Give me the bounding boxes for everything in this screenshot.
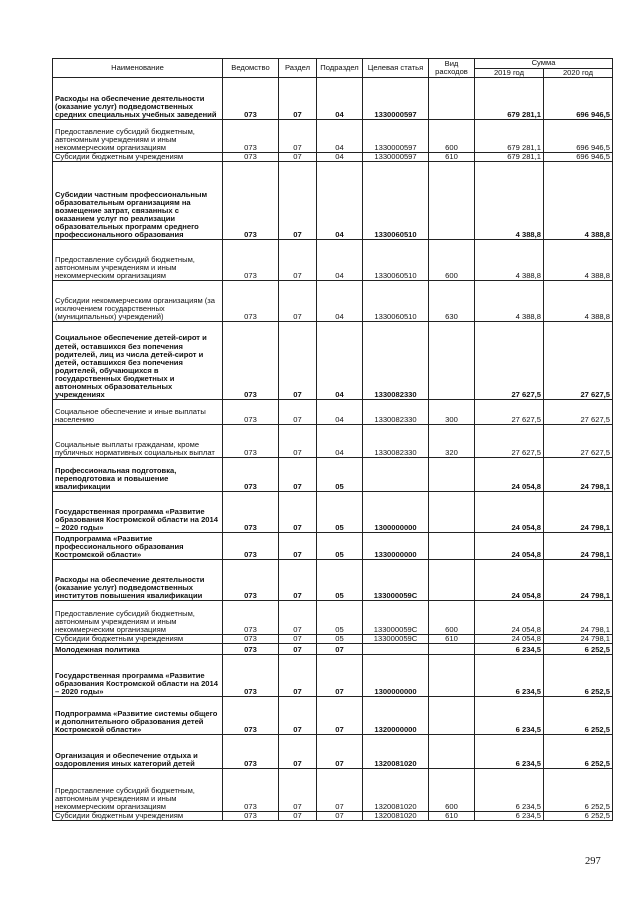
cell-exptype: 600: [429, 240, 475, 281]
cell-2020: 24 798,1: [544, 458, 613, 492]
cell-target: [363, 458, 429, 492]
table-row: [53, 635, 613, 644]
cell-name: Социальное обеспечение и иные выплаты населению: [53, 400, 223, 425]
cell-subsection: 04: [317, 400, 363, 425]
header-target: Целевая статья: [363, 59, 429, 78]
cell-target: 133000059С: [363, 635, 429, 644]
cell-target: 1300000000: [363, 655, 429, 697]
cell-section: 07: [279, 812, 317, 821]
cell-exptype: [429, 560, 475, 601]
cell-subsection: 05: [317, 560, 363, 601]
cell-2020: 6 252,5: [544, 697, 613, 735]
cell-name: Профессиональная подготовка, переподготовка и повышение квалификации: [53, 458, 223, 492]
cell-name: Предоставление субсидий бюджетным, автономным учреждениям и иным некоммерческим организациям: [53, 120, 223, 153]
cell-subsection: 04: [317, 120, 363, 153]
cell-exptype: [429, 533, 475, 560]
cell-section: 07: [279, 635, 317, 644]
cell-2019: 24 054,8: [475, 635, 544, 644]
header-2019: 2019 год: [475, 69, 544, 78]
cell-name: Субсидии бюджетным учреждениям: [53, 812, 223, 821]
cell-2019: 679 281,1: [475, 120, 544, 153]
cell-2020: 27 627,5: [544, 400, 613, 425]
cell-subsection: 05: [317, 458, 363, 492]
cell-2019: 6 234,5: [475, 769, 544, 812]
table-row: [53, 533, 613, 560]
cell-exptype: 610: [429, 812, 475, 821]
cell-exptype: 600: [429, 769, 475, 812]
cell-dept: 073: [223, 162, 279, 240]
cell-subsection: 07: [317, 735, 363, 769]
cell-2019: 4 388,8: [475, 240, 544, 281]
cell-exptype: 320: [429, 425, 475, 458]
cell-target: 133000059С: [363, 601, 429, 635]
cell-exptype: [429, 697, 475, 735]
header-2020: 2020 год: [544, 69, 613, 78]
header-name: Наименование: [53, 59, 223, 78]
cell-section: 07: [279, 425, 317, 458]
cell-2019: 6 234,5: [475, 644, 544, 655]
cell-name: Субсидии частным профессиональным образовательным организациям на возмещение затрат, связанных с оказанием услуг по реализации образовательных программ среднего профессионального образования: [53, 162, 223, 240]
table-row: [53, 644, 613, 655]
table-row: [53, 322, 613, 400]
cell-section: 07: [279, 769, 317, 812]
table-row: [53, 492, 613, 533]
cell-section: 07: [279, 400, 317, 425]
header-subsection: Подраздел: [317, 59, 363, 78]
cell-name: Социальное обеспечение детей-сирот и детей, оставшихся без попечения родителей, лиц из числа детей-сирот и детей, оставшихся без попечения родителей, обучающихся в государственных бюджетных и автономных образовательных учреждениях: [53, 322, 223, 400]
cell-target: 1330000000: [363, 533, 429, 560]
table-row: [53, 458, 613, 492]
cell-2019: 4 388,8: [475, 162, 544, 240]
cell-dept: 073: [223, 735, 279, 769]
cell-target: [363, 644, 429, 655]
cell-2020: 6 252,5: [544, 735, 613, 769]
header-section: Раздел: [279, 59, 317, 78]
cell-dept: 073: [223, 425, 279, 458]
header-dept: Ведомство: [223, 59, 279, 78]
cell-name: Государственная программа «Развитие образования Костромской области на 2014 – 2020 годы»: [53, 492, 223, 533]
cell-exptype: [429, 322, 475, 400]
cell-2019: 24 054,8: [475, 458, 544, 492]
header-sum: Сумма: [475, 59, 613, 69]
cell-name: Предоставление субсидий бюджетным, автономным учреждениям и иным некоммерческим организациям: [53, 601, 223, 635]
cell-dept: 073: [223, 492, 279, 533]
cell-subsection: 04: [317, 78, 363, 120]
cell-2020: 696 946,5: [544, 153, 613, 162]
cell-section: 07: [279, 644, 317, 655]
cell-section: 07: [279, 78, 317, 120]
table-row: [53, 281, 613, 322]
cell-2020: 4 388,8: [544, 240, 613, 281]
cell-dept: 073: [223, 533, 279, 560]
cell-dept: 073: [223, 120, 279, 153]
cell-section: 07: [279, 322, 317, 400]
cell-section: 07: [279, 458, 317, 492]
cell-dept: 073: [223, 458, 279, 492]
cell-dept: 073: [223, 601, 279, 635]
table-row: [53, 153, 613, 162]
cell-subsection: 04: [317, 240, 363, 281]
cell-subsection: 05: [317, 492, 363, 533]
cell-2020: 24 798,1: [544, 492, 613, 533]
header-exptype: Вид расходов: [429, 59, 475, 78]
cell-target: 1330082330: [363, 425, 429, 458]
cell-2019: 24 054,8: [475, 533, 544, 560]
cell-subsection: 04: [317, 425, 363, 458]
cell-2020: 6 252,5: [544, 655, 613, 697]
cell-exptype: 610: [429, 153, 475, 162]
cell-name: Субсидии бюджетным учреждениям: [53, 635, 223, 644]
cell-2019: 4 388,8: [475, 281, 544, 322]
table-row: [53, 78, 613, 120]
cell-section: 07: [279, 120, 317, 153]
table-row: [53, 769, 613, 812]
cell-exptype: 600: [429, 120, 475, 153]
cell-section: 07: [279, 533, 317, 560]
table-row: [53, 120, 613, 153]
cell-dept: 073: [223, 281, 279, 322]
table-body: [53, 78, 613, 821]
cell-2019: 27 627,5: [475, 400, 544, 425]
cell-exptype: [429, 162, 475, 240]
cell-target: 1330060510: [363, 281, 429, 322]
cell-2020: 4 388,8: [544, 281, 613, 322]
cell-subsection: 04: [317, 281, 363, 322]
table-row: [53, 812, 613, 821]
cell-2020: 696 946,5: [544, 120, 613, 153]
cell-target: 1330000597: [363, 120, 429, 153]
cell-subsection: 04: [317, 322, 363, 400]
cell-target: 1320081020: [363, 769, 429, 812]
table-row: [53, 735, 613, 769]
cell-2019: 24 054,8: [475, 560, 544, 601]
cell-2020: 6 252,5: [544, 812, 613, 821]
cell-subsection: 04: [317, 162, 363, 240]
table-row: [53, 162, 613, 240]
cell-2019: 679 281,1: [475, 153, 544, 162]
cell-dept: 073: [223, 812, 279, 821]
cell-dept: 073: [223, 697, 279, 735]
cell-name: Субсидии некоммерческим организациям (за исключением государственных (муниципальных) учреждений): [53, 281, 223, 322]
cell-target: 1330082330: [363, 400, 429, 425]
cell-target: 133000059С: [363, 560, 429, 601]
cell-target: 1330060510: [363, 240, 429, 281]
cell-target: 1330082330: [363, 322, 429, 400]
table-row: [53, 601, 613, 635]
cell-name: Подпрограмма «Развитие профессионального образования Костромской области»: [53, 533, 223, 560]
cell-2019: 24 054,8: [475, 601, 544, 635]
cell-2020: 6 252,5: [544, 769, 613, 812]
table-row: [53, 560, 613, 601]
cell-2019: 6 234,5: [475, 655, 544, 697]
cell-2020: 6 252,5: [544, 644, 613, 655]
cell-section: 07: [279, 281, 317, 322]
cell-exptype: 600: [429, 601, 475, 635]
cell-subsection: 07: [317, 644, 363, 655]
cell-name: Расходы на обеспечение деятельности (оказание услуг) подведомственных средних специальных учебных заведений: [53, 78, 223, 120]
page-number: 297: [585, 856, 601, 867]
cell-dept: 073: [223, 560, 279, 601]
cell-section: 07: [279, 697, 317, 735]
cell-2019: 6 234,5: [475, 697, 544, 735]
cell-exptype: [429, 458, 475, 492]
cell-exptype: [429, 78, 475, 120]
cell-2020: 696 946,5: [544, 78, 613, 120]
cell-section: 07: [279, 560, 317, 601]
cell-name: Организация и обеспечение отдыха и оздоровления иных категорий детей: [53, 735, 223, 769]
cell-name: Государственная программа «Развитие образования Костромской области на 2014 – 2020 годы»: [53, 655, 223, 697]
cell-target: 1320081020: [363, 735, 429, 769]
cell-exptype: [429, 644, 475, 655]
cell-section: 07: [279, 735, 317, 769]
cell-2020: 27 627,5: [544, 322, 613, 400]
cell-target: 1320000000: [363, 697, 429, 735]
cell-section: 07: [279, 240, 317, 281]
cell-name: Расходы на обеспечение деятельности (оказание услуг) подведомственных институтов повышения квалификации: [53, 560, 223, 601]
cell-2020: 24 798,1: [544, 533, 613, 560]
cell-subsection: 07: [317, 769, 363, 812]
cell-2019: 24 054,8: [475, 492, 544, 533]
cell-exptype: 300: [429, 400, 475, 425]
cell-name: Молодежная политика: [53, 644, 223, 655]
cell-dept: 073: [223, 655, 279, 697]
cell-2020: 24 798,1: [544, 635, 613, 644]
cell-dept: 073: [223, 153, 279, 162]
cell-section: 07: [279, 492, 317, 533]
cell-name: Субсидии бюджетным учреждениям: [53, 153, 223, 162]
cell-2020: 24 798,1: [544, 560, 613, 601]
budget-table: [52, 58, 613, 821]
cell-2020: 24 798,1: [544, 601, 613, 635]
table-row: [53, 697, 613, 735]
table-row: [53, 425, 613, 458]
cell-section: 07: [279, 153, 317, 162]
cell-exptype: [429, 735, 475, 769]
cell-dept: 073: [223, 400, 279, 425]
cell-target: 1330060510: [363, 162, 429, 240]
cell-dept: 073: [223, 78, 279, 120]
table-row: [53, 655, 613, 697]
cell-2020: 4 388,8: [544, 162, 613, 240]
cell-exptype: [429, 492, 475, 533]
cell-target: 1330000597: [363, 153, 429, 162]
cell-2019: 6 234,5: [475, 812, 544, 821]
cell-section: 07: [279, 601, 317, 635]
cell-2019: 6 234,5: [475, 735, 544, 769]
cell-exptype: 630: [429, 281, 475, 322]
cell-target: 1330000597: [363, 78, 429, 120]
table-row: [53, 240, 613, 281]
cell-subsection: 07: [317, 812, 363, 821]
cell-name: Предоставление субсидий бюджетным, автономным учреждениям и иным некоммерческим организациям: [53, 240, 223, 281]
cell-section: 07: [279, 655, 317, 697]
cell-dept: 073: [223, 644, 279, 655]
cell-target: 1320081020: [363, 812, 429, 821]
cell-subsection: 04: [317, 153, 363, 162]
cell-name: Предоставление субсидий бюджетным, автономным учреждениям и иным некоммерческим организациям: [53, 769, 223, 812]
cell-dept: 073: [223, 322, 279, 400]
cell-dept: 073: [223, 635, 279, 644]
cell-2020: 27 627,5: [544, 425, 613, 458]
cell-exptype: [429, 655, 475, 697]
cell-target: 1300000000: [363, 492, 429, 533]
table-row: [53, 400, 613, 425]
cell-name: Социальные выплаты гражданам, кроме публичных нормативных социальных выплат: [53, 425, 223, 458]
cell-2019: 679 281,1: [475, 78, 544, 120]
cell-subsection: 05: [317, 533, 363, 560]
cell-dept: 073: [223, 769, 279, 812]
cell-exptype: 610: [429, 635, 475, 644]
cell-subsection: 07: [317, 655, 363, 697]
cell-subsection: 05: [317, 635, 363, 644]
cell-2019: 27 627,5: [475, 322, 544, 400]
cell-section: 07: [279, 162, 317, 240]
cell-dept: 073: [223, 240, 279, 281]
cell-2019: 27 627,5: [475, 425, 544, 458]
cell-subsection: 07: [317, 697, 363, 735]
cell-subsection: 05: [317, 601, 363, 635]
cell-name: Подпрограмма «Развитие системы общего и дополнительного образования детей Костромской области»: [53, 697, 223, 735]
